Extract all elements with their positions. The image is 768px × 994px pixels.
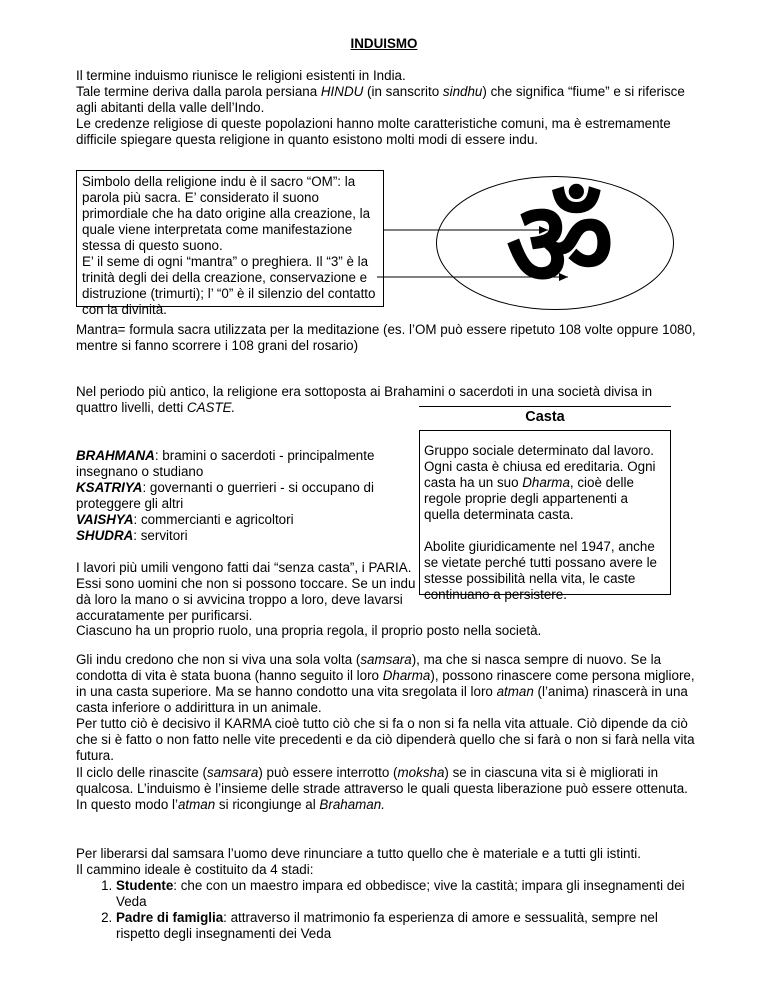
stage-item: 1. Studente: che con un maestro impara ed obbedisce; vive la castità; impara gli insegnamenti dei Veda — [116, 878, 696, 910]
caste-list — [76, 448, 416, 624]
caste-item: VAISHYA: commercianti e agricoltori — [76, 512, 294, 527]
ciclo-paragraph: Il ciclo delle rinascite (samsara) può essere interrotto (moksha) se in ciascuna vita si è migliorati in qualcosa. L’induismo è l’insieme delle strade attraverso le quali questa liberazione può essere ottenuta. In questo modo l’atman si ricongiunge al Brahaman. — [76, 765, 688, 812]
casta-def-p1: Gruppo sociale determinato dal lavoro. Ogni casta è chiusa ed ereditaria. Ogni casta ha un suo Dharma, cioè delle regole proprie degli appartenenti a quella determinata casta. — [424, 443, 656, 522]
page-title: INDUISMO — [350, 36, 418, 51]
intro-p1: Il termine induismo riunisce le religioni esistenti in India. — [76, 68, 406, 83]
intro-p3: Le credenze religiose di queste popolazioni hanno molte caratteristiche comuni, ma è estremamente difficile spiegare questa religione in quanto esistono molti modi di essere indu. — [76, 116, 671, 147]
stage-item: 2. Padre di famiglia: attraverso il matrimonio fa esperienza di amore e sessualità, sempre nel rispetto degli insegnamenti dei Veda — [116, 910, 696, 942]
paria-text: I lavori più umili vengono fatti dai “senza casta”, i PARIA. Essi sono uomini che non si possono toccare. Se un indu dà loro la mano o si avvicina troppo a loro, deve lavarsi accuratamente per purificarsi. — [76, 560, 416, 623]
om-text-1: Simbolo della religione indu è il sacro “OM”: la parola più sacra. E’ considerato il suono primordiale che ha dato origine alla creazione, la quale viene interpretata come manifestazione stessa di questo suono. — [82, 174, 371, 253]
om-symbol: ॐ — [506, 175, 614, 313]
casta-def-p2: Abolite giuridicamente nel 1947, anche se vietate perché tutti possano avere le stesse possibilità nella vita, le caste continuano a persistere. — [424, 539, 657, 602]
caste-item: KSATRIYA: governanti o guerrieri - si occupano di proteggere gli altri — [76, 480, 374, 511]
casta-definition-box — [419, 430, 671, 602]
stages-list — [76, 878, 696, 942]
om-text-2: E’ il seme di ogni “mantra” o preghiera. Il “3” è la trinità degli dei della creazione, conservazione e distruzione (trimurti); l’ “0” è il silenzio del contatto con la divinità. — [82, 254, 376, 317]
intro-p2: Tale termine deriva dalla parola persiana HINDU (in sanscrito sindhu) che significa “fiume” e si riferisce agli abitanti della valle dell’Indo. — [76, 84, 685, 115]
ruolo-text: Ciascuno ha un proprio ruolo, una propria regola, il proprio posto nella società. — [76, 623, 542, 638]
caste-item: BRAHMANA: bramini o sacerdoti - principalmente insegnano o studiano — [76, 448, 375, 479]
samsara-paragraph: Gli indu credono che non si viva una sola volta (samsara), ma che si nasca sempre di nuovo. Se la condotta di vita è stata buona (hanno seguito il loro Dharma), possono rinascere come persona migliore, in una casta superiore. Ma se hanno condotto una vita sregolata il loro atman (l’anima) rinascerà in una casta inferiore o addirittura in un animale. Per tutto ciò è decisivo il KARMA cioè tutto ciò che si fa o non si fa nella vita attuale. Ciò dipende da ciò che si è fatto o non fatto nelle vite precedenti e da ciò dipenderà quello che si farà o non si farà nella vita futura. — [76, 652, 695, 763]
karma-text: Per tutto ciò è decisivo il KARMA cioè tutto ciò che si fa o non si fa nella vita attuale. Ciò dipende da ciò che si è fatto o non fatto nelle vite precedenti e da ciò dipenderà quello che si farà o non si farà nella vita futura. — [76, 716, 695, 763]
casta-box-top-line — [419, 406, 671, 407]
caste-intro: Nel periodo più antico, la religione era sottoposta ai Brahamini o sacerdoti in una società divisa in quattro livelli, detti CASTE. — [76, 384, 653, 415]
liberarsi-section — [76, 846, 696, 942]
caste-item: SHUDRA: servitori — [76, 528, 188, 543]
liberarsi-p2: Il cammino ideale è costituito da 4 stadi: — [76, 862, 314, 877]
casta-box-title: Casta — [525, 409, 565, 425]
liberarsi-p1: Per liberarsi dal samsara l’uomo deve rinunciare a tutto quello che è materiale e a tutti gli istinti. — [76, 846, 641, 861]
mantra-definition: Mantra= formula sacra utilizzata per la meditazione (es. l’OM può essere ripetuto 108 volte oppure 1080, mentre si fanno scorrere i 108 grani del rosario) — [76, 322, 696, 353]
